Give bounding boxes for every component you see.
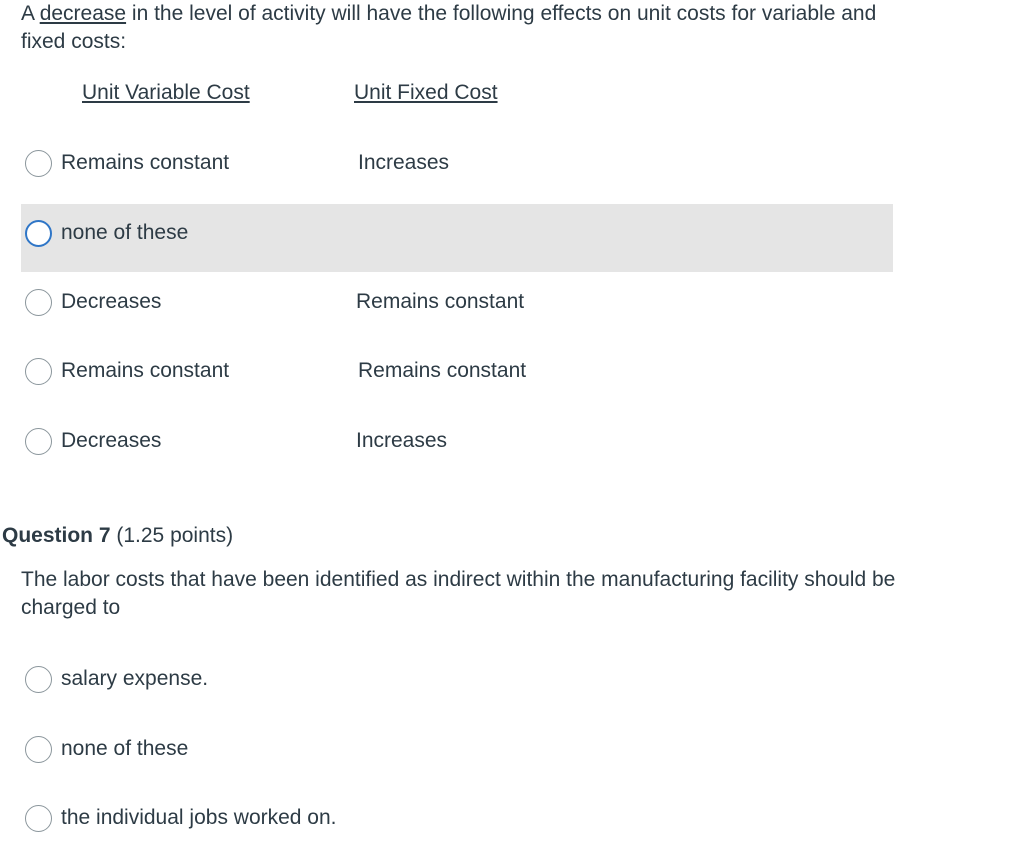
q6-option-2[interactable] xyxy=(21,204,893,272)
radio-button-icon[interactable] xyxy=(25,220,52,247)
question-label: Question 7 xyxy=(2,524,111,547)
question-7-prompt: The labor costs that have been identified as indirect within the manufacturing facility should be charged to xyxy=(21,568,896,619)
radio-button-icon[interactable] xyxy=(25,428,52,455)
option-variable-text: Decreases xyxy=(61,290,162,313)
q7-option-2[interactable] xyxy=(21,716,893,784)
option-variable-text: none of these xyxy=(61,221,189,244)
prompt-suffix: in the level of activity will have the following effects on unit costs for variable and fixed costs: xyxy=(21,2,877,53)
radio-button-icon[interactable] xyxy=(25,736,52,763)
option-fixed-text: Remains constant xyxy=(358,359,527,382)
radio-button-icon[interactable] xyxy=(25,666,52,693)
q6-option-5[interactable] xyxy=(21,408,893,476)
option-text: none of these xyxy=(61,737,189,760)
option-variable-text: Remains constant xyxy=(61,151,230,174)
question-points: (1.25 points) xyxy=(116,524,234,547)
q7-option-3[interactable] xyxy=(21,785,893,853)
prompt-emphasis: decrease xyxy=(39,2,127,25)
radio-button-icon[interactable] xyxy=(25,358,52,385)
q6-option-1[interactable] xyxy=(21,130,893,198)
q6-option-4[interactable] xyxy=(21,338,893,406)
q6-option-3[interactable] xyxy=(21,269,893,337)
header-unit-variable-cost: Unit Variable Cost xyxy=(82,81,250,104)
option-variable-text: Decreases xyxy=(61,429,162,452)
radio-button-icon[interactable] xyxy=(25,805,52,832)
option-fixed-text: Increases xyxy=(356,429,448,452)
option-text: salary expense. xyxy=(61,667,209,690)
option-variable-text: Remains constant xyxy=(61,359,230,382)
prompt-prefix: A xyxy=(21,2,40,25)
radio-button-icon[interactable] xyxy=(25,289,52,316)
question-6-prompt xyxy=(21,0,901,56)
option-text: the individual jobs worked on. xyxy=(61,806,337,829)
option-fixed-text: Increases xyxy=(358,151,450,174)
option-fixed-text: Remains constant xyxy=(356,290,525,313)
header-unit-fixed-cost: Unit Fixed Cost xyxy=(354,81,498,104)
q7-option-1[interactable] xyxy=(21,646,893,714)
question-7-heading xyxy=(2,522,233,550)
radio-button-icon[interactable] xyxy=(25,150,52,177)
